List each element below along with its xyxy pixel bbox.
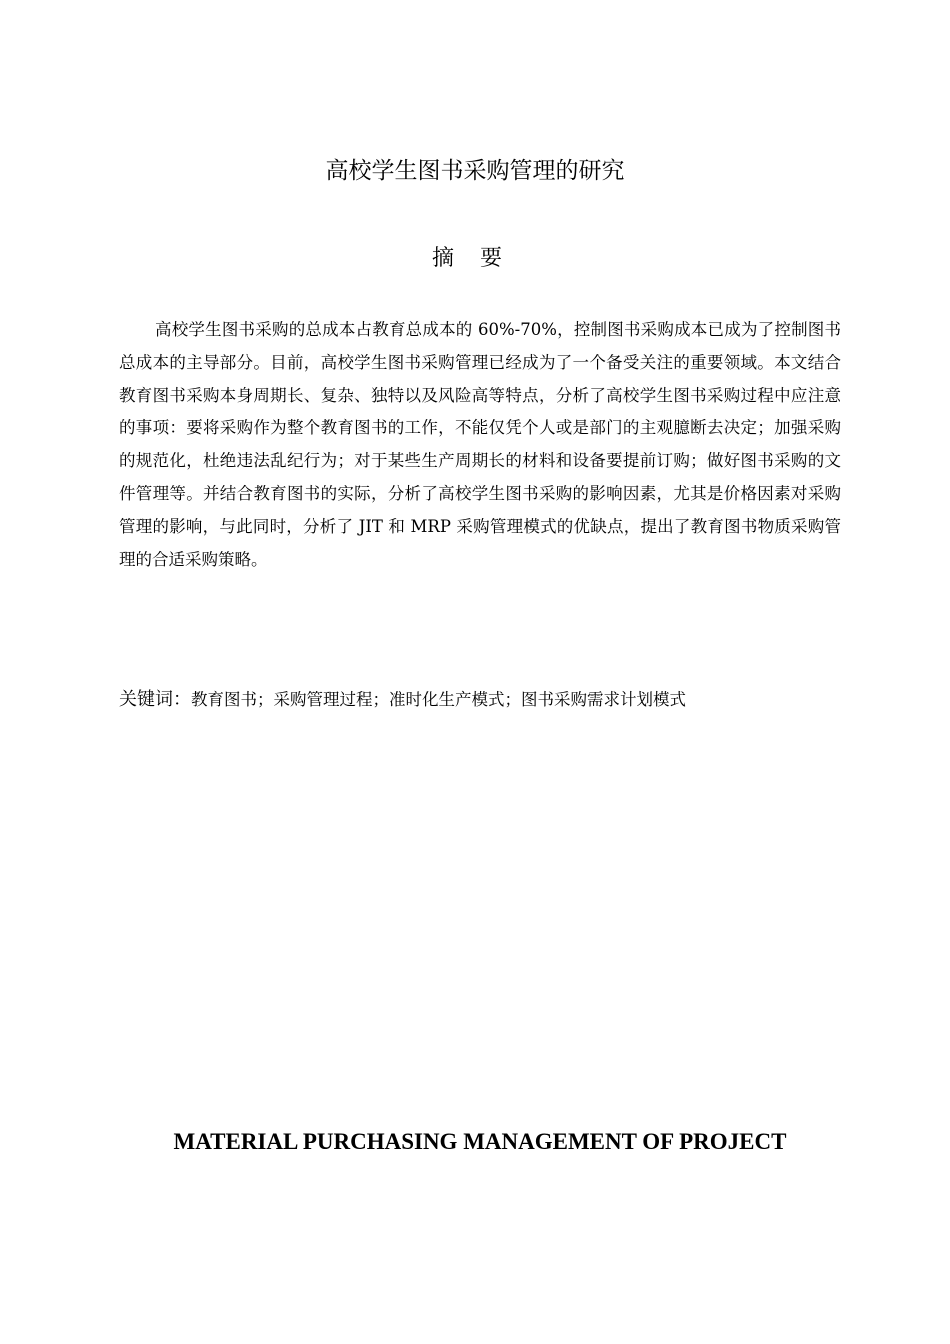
keywords-label: 关键词：	[119, 689, 191, 710]
keywords-line	[119, 684, 841, 716]
abstract-heading: 摘要	[431, 246, 528, 271]
abstract-body: 高校学生图书采购的总成本占教育总成本的 60%-70%，控制图书采购成本已成为了控制图书总成本的主导部分。目前，高校学生图书采购管理已经成为了一个备受关注的重要领域。本文结合教育图书采购本身周期长、复杂、独特以及风险高等特点，分析了高校学生图书采购过程中应注意的事项：要将采购作为整个教育图书的工作，不能仅凭个人或是部门的主观臆断去决定；加强采购的规范化，杜绝违法乱纪行为；对于某些生产周期长的材料和设备要提前订购；做好图书采购的文件管理等。并结合教育图书的实际，分析了高校学生图书采购的影响因素，尤其是价格因素对采购管理的影响，与此同时，分析了 JIT 和 MRP 采购管理模式的优缺点，提出了教育图书物质采购管理的合适采购策略。	[119, 320, 841, 569]
document-title-chinese: 高校学生图书采购管理的研究	[325, 158, 625, 184]
keywords-text: 教育图书；采购管理过程；准时化生产模式；图书采购需求计划模式	[191, 690, 686, 709]
document-title-english: MATERIAL PURCHASING MANAGEMENT OF PROJECT	[173, 1129, 787, 1154]
